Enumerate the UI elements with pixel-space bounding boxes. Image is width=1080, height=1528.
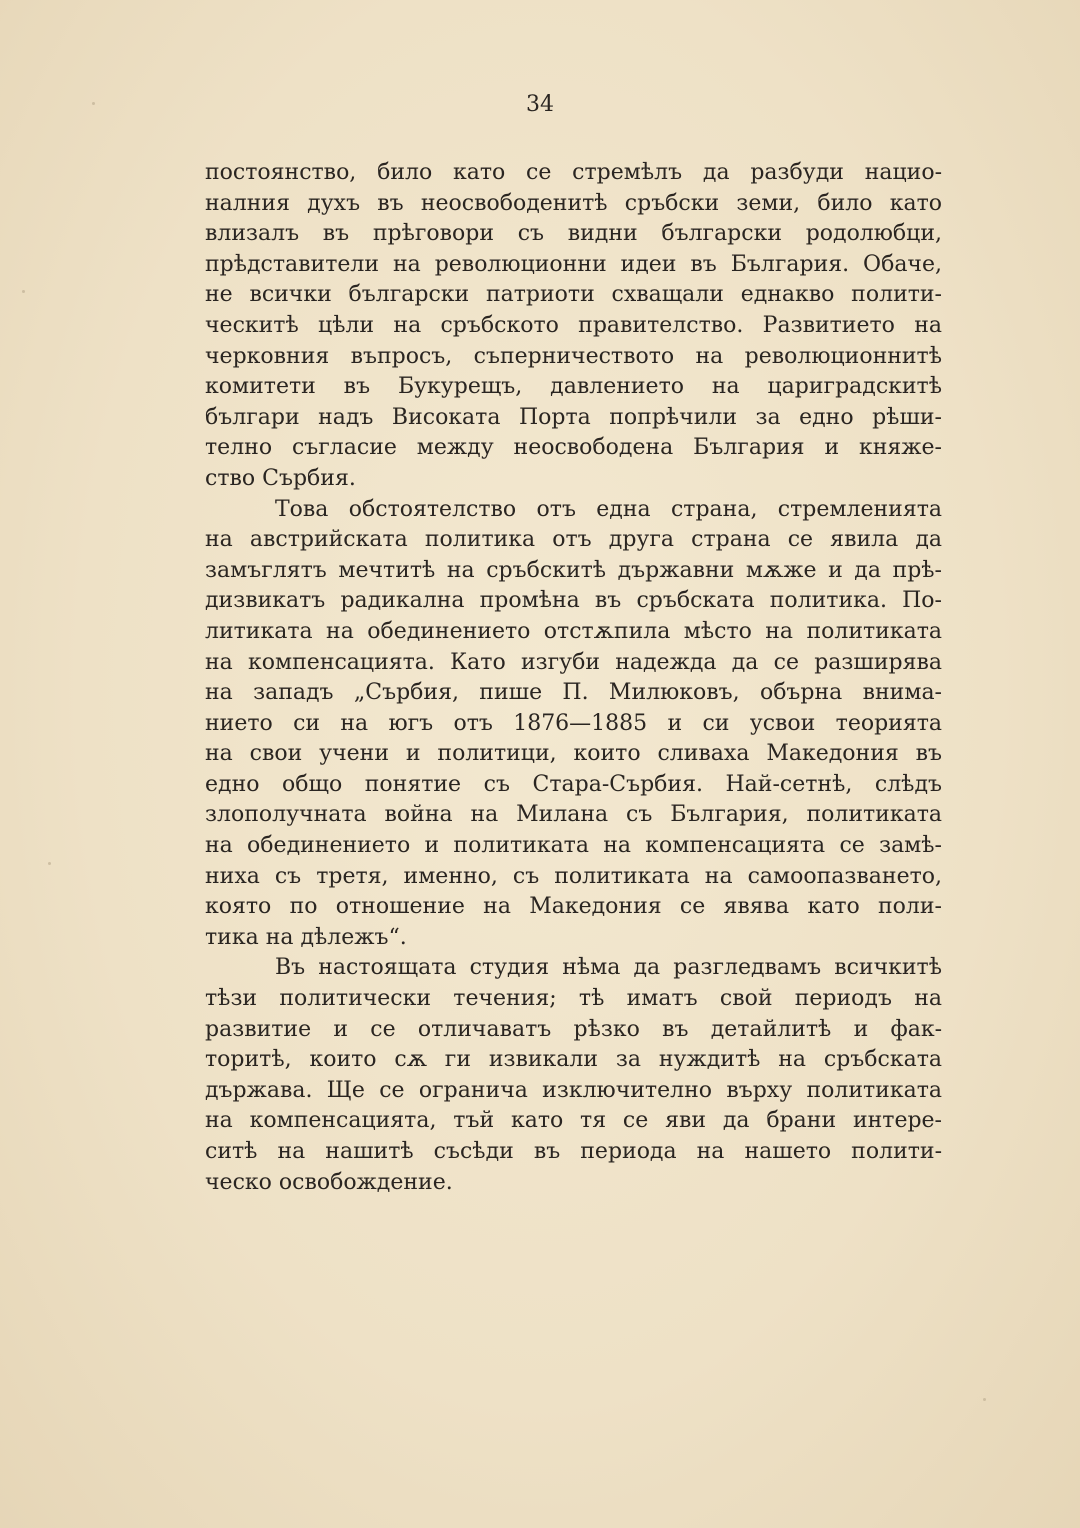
text-line: на свои учени и политици, които сливаха Македония въ: [205, 741, 942, 767]
text-line: на обединението и политиката на компенсацията се замѣ-: [205, 833, 942, 859]
paper-speck: [983, 1398, 986, 1401]
text-line: на австрийската политика отъ друга страна се явила да: [205, 527, 942, 553]
text-line: не всички български патриоти схващали еднакво полити-: [205, 282, 942, 308]
text-line: телно съгласие между неосвободена България и княже-: [205, 435, 942, 461]
text-line: ситѣ на нашитѣ съсѣди въ периода на нашето полити-: [205, 1139, 942, 1164]
text-line: черковния въпросъ, съперничеството на революционнитѣ: [205, 343, 942, 369]
text-line: на компенсацията, тъй като тя се яви да брани интере-: [205, 1108, 942, 1134]
text-line: налния духъ въ неосвободенитѣ сръбски земи, било като: [205, 190, 942, 216]
text-line: българи надъ Високата Порта попрѣчили за едно рѣши-: [205, 404, 942, 430]
text-line: на западъ „Сърбия, пише П. Милюковъ, обърна внима-: [205, 680, 942, 706]
paper-speck: [22, 290, 25, 293]
page-number: 34: [526, 92, 554, 117]
text-line: тика на дѣлежъ“.: [205, 924, 407, 950]
text-line: злополучната война на Милана съ България, политиката: [205, 802, 942, 828]
paper-speck: [48, 862, 51, 865]
text-line: ниха съ третя, именно, съ политиката на самоопазването,: [205, 863, 942, 889]
text-line: комитети въ Букурещъ, давлението на цариградскитѣ: [205, 374, 942, 400]
text-line: Това обстоятелство отъ една страна, стремленията: [275, 496, 942, 522]
text-line: дизвикатъ радикална промѣна въ сръбската политика. По-: [205, 588, 942, 614]
body-text: [205, 158, 942, 1198]
text-line: нието си на югъ отъ 1876—1885 и си усвои теорията: [205, 710, 942, 736]
text-line: която по отношение на Македония се явява като поли-: [205, 894, 942, 920]
text-line: държава. Ще се ограничa изключително върху политиката: [205, 1077, 942, 1103]
text-line: постоянство, било като се стремѣлъ да разбуди нацио-: [205, 160, 942, 185]
text-line: торитѣ, които сѫ ги извикали за нуждитѣ на сръбската: [205, 1047, 942, 1073]
text-line: на компенсацията. Като изгуби надежда да се разширява: [205, 649, 942, 675]
text-line: тѣзи политически течения; тѣ иматъ свой периодъ на: [205, 986, 942, 1012]
text-line: Въ настоящата студия нѣма да разгледвамъ всичкитѣ: [275, 955, 942, 981]
text-line: ство Сърбия.: [205, 465, 356, 491]
text-line: развитие и се отличаватъ рѣзко въ детайлитѣ и фак-: [205, 1016, 942, 1042]
text-line: замъглятъ мечтитѣ на сръбскитѣ държавни мѫже и да прѣ-: [205, 557, 942, 583]
text-line: прѣдставители на революционни идеи въ България. Обаче,: [205, 251, 942, 277]
text-line: ческитѣ цѣли на сръбското правителство. Развитието на: [205, 312, 942, 338]
text-line: влизалъ въ прѣговори съ видни български родолюбци,: [205, 221, 942, 247]
text-line: литиката на обединението отстѫпила мѣсто на политиката: [205, 618, 942, 644]
text-line: ческо освобождение.: [205, 1169, 453, 1195]
text-line: едно общо понятие съ Стара-Сърбия. Най-сетнѣ, слѣдъ: [205, 771, 942, 797]
